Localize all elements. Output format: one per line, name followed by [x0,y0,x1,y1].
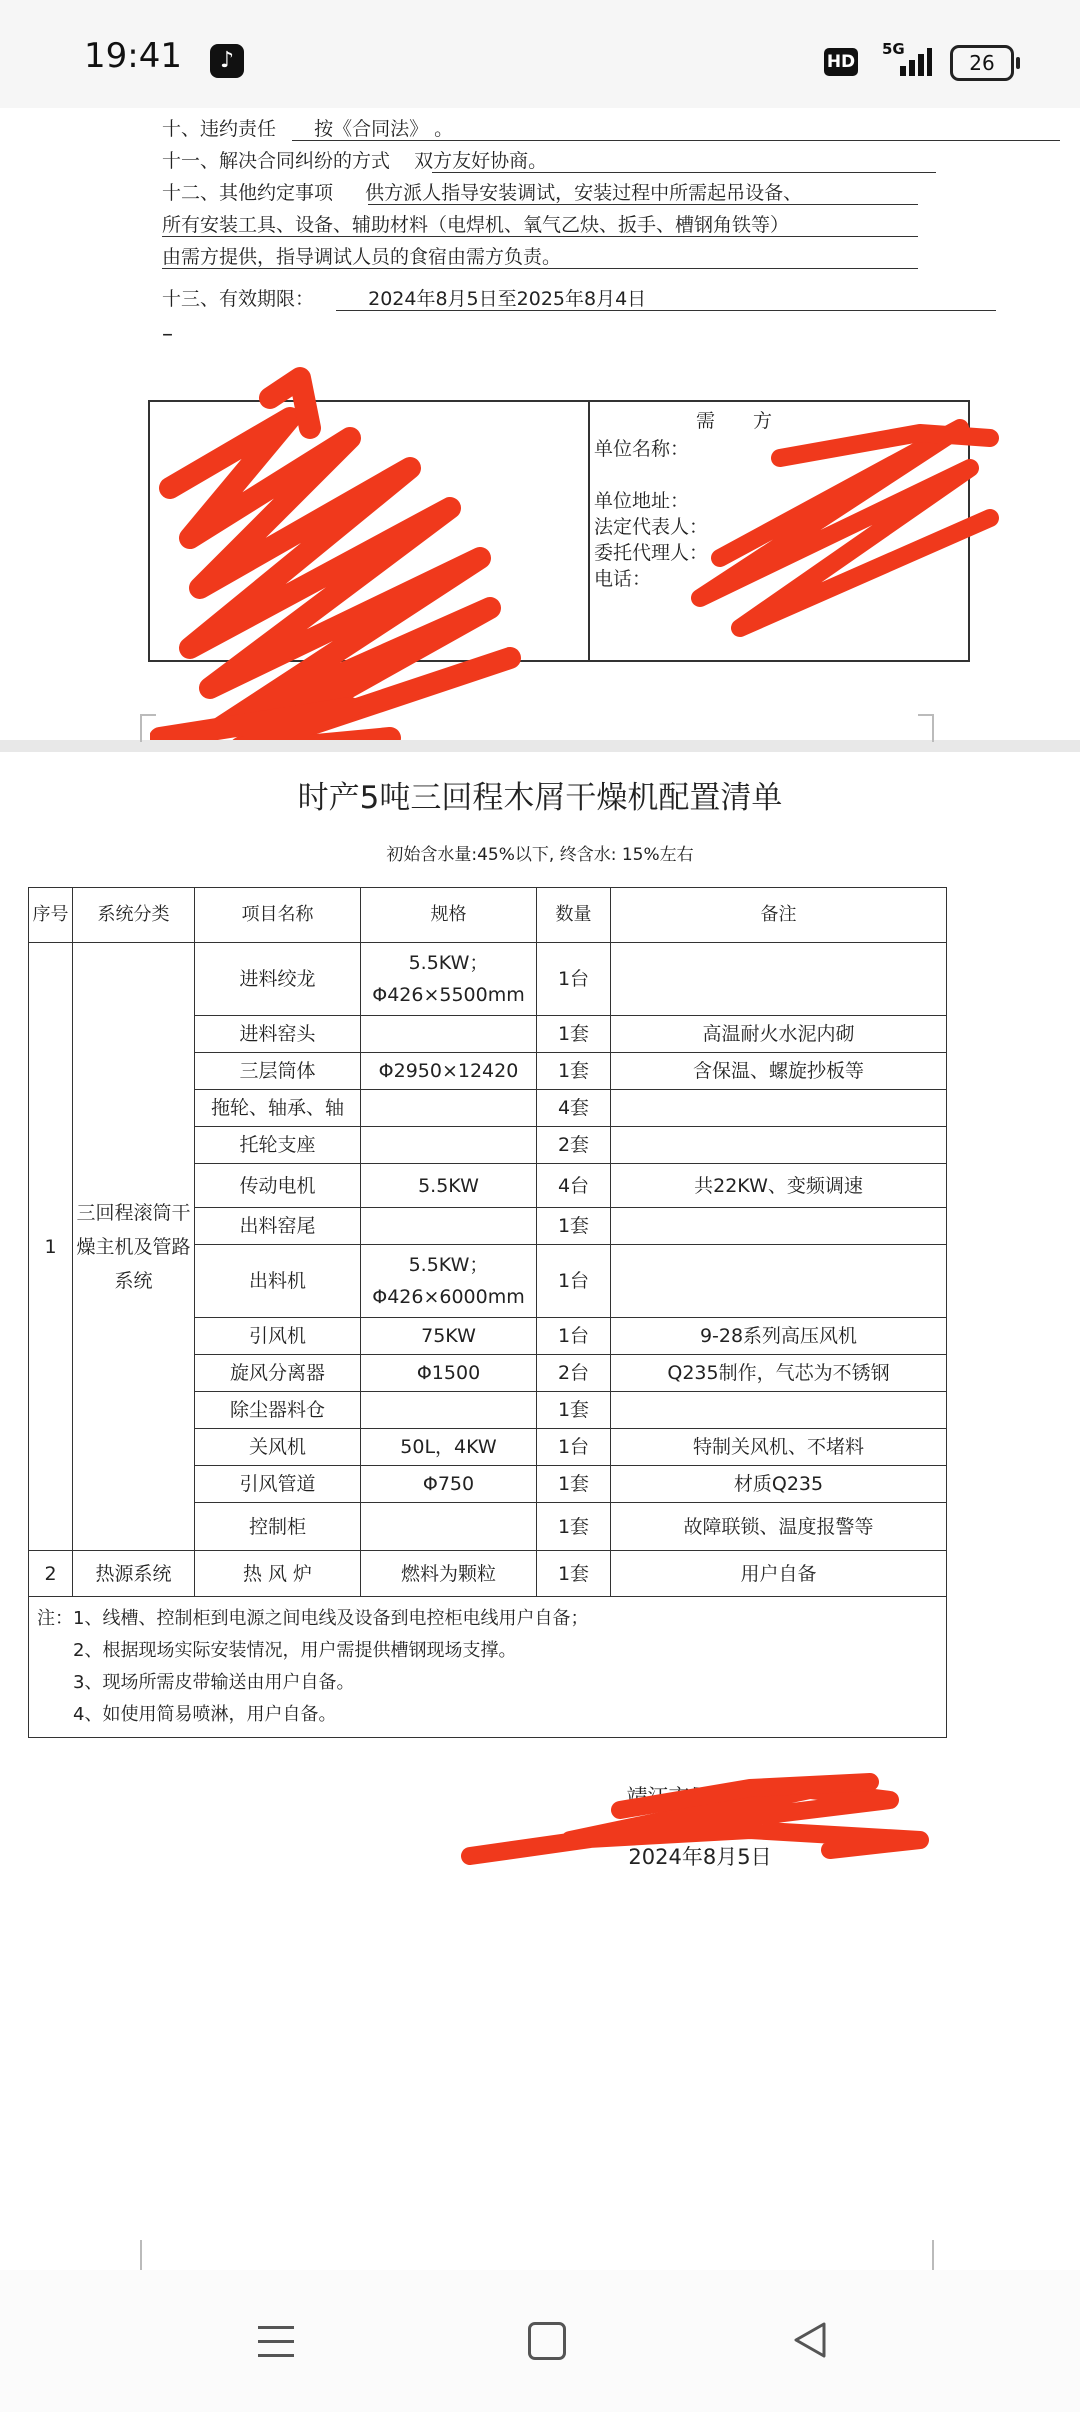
page-corner-mark [140,2240,156,2272]
clock: 19:41 [84,36,182,76]
item-cell: 控制柜 [195,1503,361,1551]
spec-cell: Φ1500 [361,1355,537,1392]
spec-cell [361,1503,537,1551]
spec-cell [361,1392,537,1429]
qty-cell: 2套 [537,1127,611,1164]
company-name: 靖江市星光干燥 [626,1785,774,1809]
item-cell: 进料窑头 [195,1016,361,1053]
item-cell: 出料机 [195,1245,361,1318]
document-subtitle: 初始含水量:45%以下, 终含水: 15%左右 [386,845,694,865]
remark-cell: 用户自备 [611,1551,947,1597]
group-no-cell: 2 [29,1551,73,1597]
qty-cell: 1套 [537,1503,611,1551]
buyer-agent-label: 委托代理人： [594,542,709,564]
buyer-company-label: 单位名称： [594,438,690,460]
item-cell: 引风机 [195,1318,361,1355]
qty-cell: 1套 [537,1392,611,1429]
clause-13 [162,284,646,311]
spec-line: Φ426×5500mm [372,984,525,1006]
redaction-scribble-right [660,398,1000,658]
remark-cell: 故障联锁、温度报警等 [611,1503,947,1551]
spec-cell: 燃料为颗粒 [361,1551,537,1597]
buyer-address-label: 单位地址： [594,490,690,512]
clause-value: 供方派人指导安装调试，安装过程中所需起吊设备、 [365,182,803,204]
clause-label: 十三、有效期限： [162,288,315,310]
remark-cell [611,943,947,1016]
spec-cell: 75KW [361,1318,537,1355]
item-cell: 传动电机 [195,1164,361,1208]
dash-mark: – [162,322,173,347]
spec-cell: Φ750 [361,1466,537,1503]
header-remark: 备注 [611,888,947,943]
signature-box-divider [588,402,590,660]
note-line: 2、根据现场实际安装情况，用户需提供槽钢现场支撑。 [37,1640,517,1661]
hd-voice-icon: HD [824,48,858,76]
remark-cell [611,1392,947,1429]
clause-label: 十一、解决合同纠纷的方式 [162,150,391,172]
spec-cell: Φ2950×12420 [361,1053,537,1090]
remark-cell [611,1090,947,1127]
item-cell: 三层筒体 [195,1053,361,1090]
qty-cell: 1套 [537,1053,611,1090]
notes-cell [29,1597,947,1738]
remark-cell [611,1208,947,1245]
spec-cell [361,1208,537,1245]
clause-value: 2024年8月5日至2025年8月4日 [368,288,647,310]
clause-12-line2: 所有安装工具、设备、辅助材料（电焊机、氧气乙炔、扳手、槽钢角铁等） [162,214,790,236]
spec-line: Φ426×6000mm [372,1286,525,1308]
group-system-cell: 三回程滚筒干燥主机及管路系统 [73,943,195,1551]
table-row [29,943,947,1016]
buyer-legal-rep-label: 法定代表人： [594,516,709,538]
qty-cell: 2台 [537,1355,611,1392]
spec-cell: 5.5KW [361,1164,537,1208]
item-cell: 出料窑尾 [195,1208,361,1245]
remark-cell: 9-28系列高压风机 [611,1318,947,1355]
spec-cell [361,1016,537,1053]
buyer-phone-label: 电话： [594,568,652,590]
home-button[interactable] [528,2322,566,2360]
clause-value: 双方友好协商。 [414,150,548,172]
clause-11 [162,146,547,173]
header-system: 系统分类 [73,888,195,943]
spec-cell [361,1127,537,1164]
underline [432,172,936,173]
navigation-bar [0,2270,1080,2412]
spec-cell [361,1245,537,1318]
tiktok-app-icon: ♪ [210,44,244,78]
table-row [29,1551,947,1597]
item-cell: 热 风 炉 [195,1551,361,1597]
underline [368,204,918,205]
document-date: 2024年8月5日 [628,1845,772,1869]
battery-icon: 26 [950,45,1014,81]
underline [336,310,996,311]
redaction-scribble-left [150,358,570,778]
spec-cell [361,943,537,1016]
spec-cell [361,1090,537,1127]
status-bar [0,0,1080,108]
clause-label: 十二、其他约定事项 [162,182,334,204]
back-button[interactable] [790,2320,830,2360]
item-cell: 引风管道 [195,1466,361,1503]
page-corner-mark [918,2240,934,2272]
contract-page[interactable] [0,108,1080,740]
page-corner-mark [918,714,934,742]
buyer-header: 需 方 [696,410,773,432]
underline [162,268,918,269]
signal-strength-icon [896,46,930,76]
item-cell: 托轮支座 [195,1127,361,1164]
qty-cell: 1套 [537,1016,611,1053]
note-line: 注：1、线槽、控制柜到电源之间电线及设备到电控柜电线用户自备； [37,1608,589,1629]
qty-cell: 4台 [537,1164,611,1208]
remark-cell: 含保温、螺旋抄板等 [611,1053,947,1090]
config-list-page[interactable] [0,752,1080,2270]
note-line: 3、现场所需皮带输送由用户自备。 [37,1672,355,1693]
header-no: 序号 [29,888,73,943]
clause-10 [162,114,453,141]
redaction-scribble-footer [450,1770,940,1870]
remark-cell: 共22KW、变频调速 [611,1164,947,1208]
qty-cell: 4套 [537,1090,611,1127]
remark-cell: 高温耐火水泥内砌 [611,1016,947,1053]
underline [292,140,1060,141]
remark-cell [611,1245,947,1318]
spec-cell: 50L，4KW [361,1429,537,1466]
item-cell: 除尘器料仓 [195,1392,361,1429]
remark-cell: 材质Q235 [611,1466,947,1503]
qty-cell: 1台 [537,943,611,1016]
qty-cell: 1台 [537,1429,611,1466]
clause-label: 十、违约责任 [162,118,277,140]
header-item: 项目名称 [195,888,361,943]
remark-cell [611,1127,947,1164]
item-cell: 拖轮、轴承、轴 [195,1090,361,1127]
spec-line: 5.5KW； [408,952,489,974]
group-no-cell: 1 [29,943,73,1551]
header-qty: 数量 [537,888,611,943]
group-system-cell: 热源系统 [73,1551,195,1597]
qty-cell: 1台 [537,1318,611,1355]
page-corner-mark [140,714,156,742]
header-spec: 规格 [361,888,537,943]
document-title: 时产5吨三回程木屑干燥机配置清单 [297,780,783,816]
back-icon [796,2324,824,2356]
underline [162,236,918,237]
config-table [28,887,947,1738]
note-line: 4、如使用简易喷淋，用户自备。 [37,1704,337,1725]
qty-cell: 1台 [537,1245,611,1318]
remark-cell: 特制关风机、不堵料 [611,1429,947,1466]
item-cell: 旋风分离器 [195,1355,361,1392]
network-type-label: 5G [882,40,905,58]
recent-apps-button[interactable] [258,2324,294,2360]
qty-cell: 1套 [537,1466,611,1503]
clause-12-line3: 由需方提供，指导调试人员的食宿由需方负责。 [162,246,562,268]
table-header-row [29,888,947,943]
spec-line: 5.5KW； [408,1254,489,1276]
clause-value: 按《合同法》 。 [314,118,454,140]
remark-cell: Q235制作，气芯为不锈钢 [611,1355,947,1392]
qty-cell: 1套 [537,1551,611,1597]
notes-row [29,1597,947,1738]
item-cell: 进料绞龙 [195,943,361,1016]
qty-cell: 1套 [537,1208,611,1245]
item-cell: 关风机 [195,1429,361,1466]
clause-12 [162,178,802,205]
